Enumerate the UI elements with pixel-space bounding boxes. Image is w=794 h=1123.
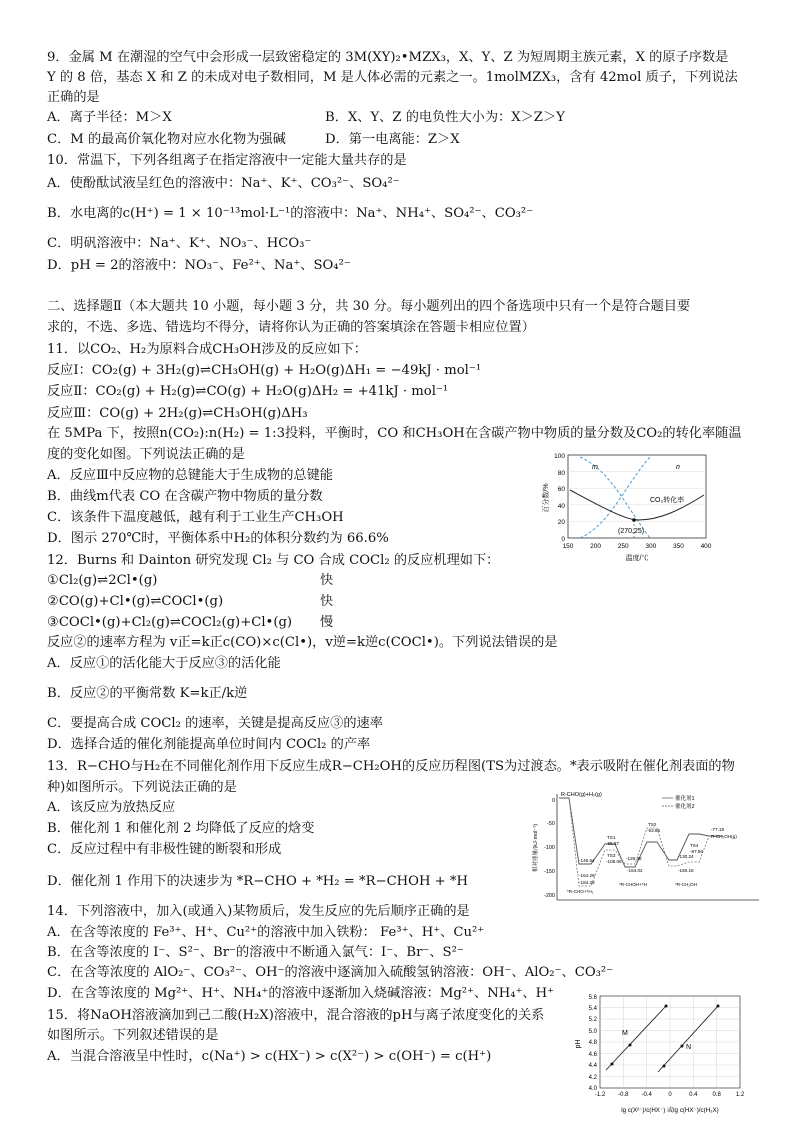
q11-reaction-3: 反应Ⅲ：CO(g) + 2H₂(g)⇌CH₃OH(g)ΔH₃	[47, 406, 308, 421]
ytick: 20	[557, 519, 565, 526]
energy-label: R-CH₂OH(g)	[711, 834, 737, 839]
q11-reaction-2: 反应Ⅱ：CO₂(g) + H₂(g)⇌CO(g) + H₂O(g)ΔH₂ = +41kJ · mol⁻¹	[47, 384, 449, 399]
q11-option-d: D．图示 270℃时，平衡体系中H₂的体积分数约为 66.6%	[47, 531, 389, 546]
q15-stem-line1: 15．将NaOH溶液滴加到己二酸(H₂X)溶液中，混合溶液的pH与离子浓度变化的关系	[47, 1008, 545, 1023]
energy-label: TS1	[607, 835, 616, 840]
curve-n	[580, 457, 650, 538]
xtick: 400	[700, 543, 712, 550]
section2-heading-line2: 求的，不选、多选、错选均不得分，请将你认为正确的答案填涂在答题卡相应位置）	[47, 320, 535, 335]
line-m	[606, 1006, 666, 1070]
energy-label: TS4	[690, 843, 699, 848]
ytick: -50	[547, 821, 555, 827]
q12-step-3-speed: 慢	[320, 615, 334, 630]
y-axis-label: 相对能量/(kJ·mol⁻¹)	[533, 823, 539, 873]
q12-step-3: ③COCl•(g)+Cl₂(g)⇌COCl₂(g)+Cl•(g)	[47, 615, 293, 630]
q12-stem: 12．Burns 和 Dainton 研究发现 Cl₂ 与 CO 合成 COCl₂ 的反应机理如下：	[47, 553, 500, 568]
q14-stem: 14．下列溶液中，加入(或通入)某物质后，发生反应的先后顺序正确的是	[47, 904, 470, 919]
xtick: 300	[645, 543, 657, 550]
q11-figure	[540, 450, 712, 570]
label-m: m	[592, 464, 598, 471]
energy-label: -130.24	[678, 854, 694, 859]
ytick: 5.6	[588, 995, 597, 1001]
xtick: -1.2	[594, 1092, 606, 1098]
q13-stem-line2: 种)如图所示。下列说法正确的是	[47, 780, 237, 795]
xtick: 0.8	[712, 1092, 721, 1098]
q11-condition-line2: 度的变化如图。下列说法正确的是	[47, 447, 245, 462]
q13-option-c: C．反应过程中有非极性键的断裂和形成	[47, 842, 282, 857]
q9-option-d: D．第一电离能：Z＞X	[325, 132, 460, 147]
x-axis-label: 温度/℃	[625, 555, 649, 562]
ytick: -150	[543, 869, 555, 875]
xtick: 350	[672, 543, 684, 550]
label-m: M	[622, 1030, 628, 1037]
q10-stem: 10．常温下，下列各组离子在指定溶液中一定能大量共存的是	[47, 153, 407, 168]
q14-option-b: B．在含等浓度的 I⁻、S²⁻、Br⁻的溶液中不断通入氯气：I⁻、Br⁻、S²⁻	[47, 945, 464, 960]
ytick: 0	[561, 536, 565, 543]
x-axis-label: lg c(X²⁻)/c(HX⁻) 或lg c(HX⁻)/c(H₂X)	[621, 1107, 719, 1114]
q11-plot-frame	[568, 455, 706, 538]
q12-option-d: D．选择合适的催化剂能提高单位时间内 COCl₂ 的产率	[47, 737, 371, 752]
xtick: 250	[617, 543, 629, 550]
line-n	[658, 1006, 718, 1072]
q15-stem-line2: 如图所示。下列叙述错误的是	[47, 1028, 219, 1043]
start-label: R-CHO(g)+H₂(g)	[561, 792, 602, 798]
q12-step-2: ②CO(g)+Cl•(g)⇌COCl•(g)	[47, 594, 224, 609]
xtick: 150	[562, 543, 574, 550]
energy-label: TS2	[648, 822, 657, 827]
energy-label: -87.80	[690, 849, 704, 854]
q10-option-a: A．使酚酞试液呈红色的溶液中：Na⁺、K⁺、CO₃²⁻、SO₄²⁻	[47, 176, 400, 191]
energy-label: -108.06	[606, 859, 622, 864]
q14-option-a: A．在含等浓度的 Fe³⁺、H⁺、Cu²⁺的溶液中加入铁粉： Fe³⁺、H⁺、Cu²⁺	[47, 925, 485, 940]
q13-option-b: B．催化剂 1 和催化剂 2 均降低了反应的焓变	[47, 821, 315, 836]
q15-figure	[572, 992, 747, 1120]
ytick: -100	[543, 845, 555, 851]
energy-label: *R-CHOH+*H	[619, 882, 647, 887]
xtick: 0.4	[689, 1092, 698, 1098]
q11-option-c: C．该条件下温度越低，越有利于工业生产CH₃OH	[47, 510, 344, 525]
section2-heading-line1: 二、选择题Ⅱ（本大题共 10 小题，每小题 3 分，共 30 分。每小题列出的四个备选项中只有一个是符合题目要	[47, 299, 691, 314]
point-270-25	[632, 518, 636, 522]
ytick: 4.8	[588, 1040, 597, 1046]
q13-stem-line1: 13．R−CHO与H₂在不同催化剂作用下反应生成R−CH₂OH的反应历程图(TS为过渡态。*表示吸附在催化剂表面的物	[47, 759, 735, 774]
q9-option-c: C．M 的最高价氧化物对应水化物为强碱	[47, 132, 286, 147]
energy-label: -164.02	[627, 868, 643, 873]
label-co2: CO₂转化率	[650, 497, 685, 504]
legend-catalyst-1: 催化剂1	[675, 796, 695, 802]
label-n: N	[686, 1044, 692, 1051]
energy-label: *R-CH₂OH	[675, 882, 697, 887]
q11-condition-line1: 在 5MPa 下，按照n(CO₂):n(H₂) = 1:3投料，平衡时，CO 和CH₃OH在含碳产物中物质的量分数及CO₂的转化率随温	[47, 426, 742, 441]
xtick: -0.4	[641, 1092, 652, 1098]
ytick: 5.0	[588, 1029, 597, 1035]
q9-stem-line1: 9．金属 M 在潮湿的空气中会形成一层致密稳定的 3M(XY)₂•MZX₃，X、Y、Z 为短周期主族元素，X 的原子序数是	[47, 50, 729, 65]
energy-label: -160.16	[678, 868, 694, 873]
energy-label: -164.29	[579, 873, 595, 878]
q9-stem-line3: 正确的是	[47, 90, 100, 105]
ytick: 4.4	[588, 1063, 597, 1069]
energy-label: -146.64	[579, 858, 595, 863]
energy-label: TS3	[607, 853, 616, 858]
q11-option-b: B．曲线m代表 CO 在含碳产物中物质的量分数	[47, 489, 323, 504]
q15-option-a: A．当混合溶液呈中性时，c(Na⁺) > c(HX⁻) > c(X²⁻) > c(OH⁻) = c(H⁺)	[47, 1049, 492, 1064]
ytick: 40	[557, 503, 565, 510]
energy-label: -126.38	[626, 856, 642, 861]
energy-label: -85.87	[606, 841, 620, 846]
q11-option-a: A．反应Ⅲ中反应物的总键能大于生成物的总键能	[47, 468, 333, 483]
q10-option-b: B．水电离的c(H⁺) = 1 × 10⁻¹³mol·L⁻¹的溶液中：Na⁺、NH₄⁺、SO₄²⁻、CO₃²⁻	[47, 206, 534, 221]
ytick: 5.4	[588, 1006, 597, 1012]
ytick: 4.0	[588, 1086, 597, 1092]
energy-label: -77.18	[711, 827, 725, 832]
q12-rate-equation: 反应②的速率方程为 v正=k正c(CO)×c(Cl•)，v逆=k逆c(COCl•)。下列说法错误的是	[47, 635, 558, 650]
ytick: 100	[554, 453, 565, 460]
y-axis-label: pH	[575, 1039, 582, 1049]
q9-option-a: A．离子半径：M＞X	[47, 110, 172, 125]
ytick: -200	[543, 893, 555, 899]
xtick: 0	[668, 1092, 672, 1098]
q12-step-2-speed: 快	[320, 594, 334, 609]
q14-option-d: D．在含等浓度的 Mg²⁺、H⁺、NH₄⁺的溶液中逐渐加入烧碱溶液：Mg²⁺、NH₄⁺、H⁺	[47, 986, 555, 1001]
ytick: 60	[557, 486, 565, 493]
ytick: 5.2	[588, 1017, 597, 1023]
q12-step-1: ①Cl₂(g)⇌2Cl•(g)	[47, 573, 158, 588]
q12-option-a: A．反应①的活化能大于反应③的活化能	[47, 656, 281, 671]
energy-label: -63.66	[647, 828, 661, 833]
q13-figure	[527, 786, 767, 906]
ytick: 4.6	[588, 1052, 597, 1058]
xtick: 1.2	[735, 1092, 745, 1098]
q12-option-b: B．反应②的平衡常数 K=k正/k逆	[47, 686, 248, 701]
q10-option-d: D．pH = 2的溶液中：NO₃⁻、Fe²⁺、Na⁺、SO₄²⁻	[47, 258, 351, 273]
q9-option-b: B．X、Y、Z 的电负性大小为：X＞Z＞Y	[325, 110, 565, 125]
q10-option-c: C．明矾溶液中：Na⁺、K⁺、NO₃⁻、HCO₃⁻	[47, 236, 312, 251]
label-point: (270,25)	[618, 528, 645, 535]
q9-stem-line2: Y 的 8 倍，基态 X 和 Z 的未成对电子数相同，M 是人体必需的元素之一。1molMZX₃，含有 42mol 质子，下列说法	[47, 70, 738, 85]
label-n: n	[676, 464, 680, 471]
energy-label: -184.29	[579, 880, 595, 885]
y-axis-label: 百分数/%	[543, 483, 550, 513]
q13-option-a: A．该反应为放热反应	[47, 800, 176, 815]
q11-reaction-1: 反应Ⅰ：CO₂(g) + 3H₂(g)⇌CH₃OH(g) + H₂O(g)ΔH₁ = −49kJ · mol⁻¹	[47, 363, 482, 378]
ytick: 4.2	[588, 1075, 597, 1081]
xtick: -0.8	[618, 1092, 629, 1098]
q12-step-1-speed: 快	[320, 573, 334, 588]
q13-option-d: D．催化剂 1 作用下的决速步为 *R−CHO + *H₂ = *R−CHOH + *H	[47, 874, 469, 889]
q11-grid	[568, 472, 706, 522]
q11-stem: 11．以CO₂、H₂为原料合成CH₃OH涉及的反应如下：	[47, 342, 367, 357]
q12-option-c: C．要提高合成 COCl₂ 的速率，关键是提高反应③的速率	[47, 716, 383, 731]
xtick: 200	[590, 543, 602, 550]
q14-option-c: C．在含等浓度的 AlO₂⁻、CO₃²⁻、OH⁻的溶液中逐滴加入硫酸氢钠溶液：OH⁻、AlO₂⁻、CO₃²⁻	[47, 965, 614, 980]
legend-catalyst-2: 催化剂2	[675, 804, 695, 810]
curve-m	[580, 457, 650, 538]
ytick: 80	[557, 470, 565, 477]
energy-label: *R-CHO+*H₂	[567, 889, 594, 894]
ytick: 0	[551, 798, 555, 804]
